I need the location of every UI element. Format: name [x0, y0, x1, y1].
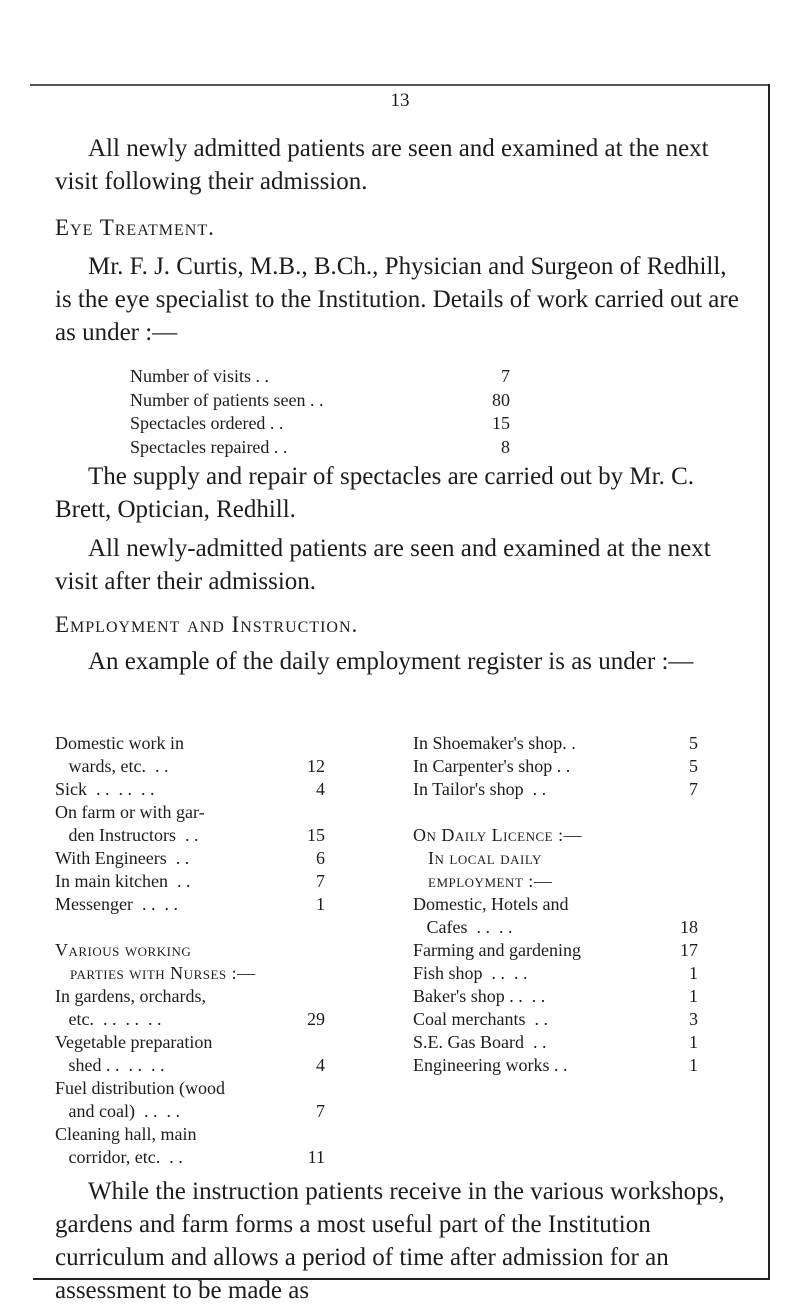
register-value: 1	[689, 1055, 698, 1075]
register-row	[413, 1008, 713, 1031]
register-label: In Shoemaker's shop. .	[413, 733, 576, 753]
register-label: employment :—	[413, 871, 553, 891]
employment-heading: Employment and Instruction.	[55, 612, 359, 637]
register-row	[413, 824, 713, 847]
register-row	[55, 1100, 345, 1123]
register-row	[413, 1054, 713, 1077]
register-row	[55, 732, 345, 755]
register-label: Fish shop . . . .	[413, 963, 528, 983]
register-label: Fuel distribution (wood	[55, 1078, 225, 1098]
supply-paragraph: The supply and repair of spectacles are carried out by Mr. C. Brett, Optician, Redhill.	[55, 463, 695, 523]
register-value: 17	[680, 940, 698, 960]
register-value: 1	[316, 894, 325, 914]
register-row	[55, 893, 345, 916]
register-value	[668, 870, 698, 893]
register-row	[413, 962, 713, 985]
register-label: Vegetable preparation	[55, 1032, 213, 1052]
eye-stat-value: 8	[501, 436, 510, 457]
register-label: wards, etc. . .	[55, 756, 169, 776]
eye-stat-row	[130, 389, 510, 413]
register-label: Farming and gardening	[413, 940, 581, 960]
register-left-column	[55, 732, 345, 1169]
register-value	[668, 824, 698, 847]
register-row	[55, 847, 345, 870]
page-number: 13	[390, 90, 410, 111]
register-row	[55, 962, 345, 985]
register-label: Domestic work in	[55, 733, 184, 753]
register-value: 7	[316, 871, 325, 891]
register-row	[55, 939, 345, 962]
register-row	[55, 1077, 345, 1100]
register-label: and coal) . . . .	[55, 1101, 180, 1121]
register-label: corridor, etc. . .	[55, 1147, 183, 1167]
closing-paragraph: While the instruction patients receive in the various workshops, gardens and farm forms a most useful part of the Institution curriculum and allows a period of time after admission for an assessment to be made as	[55, 1178, 725, 1304]
eye-stat-row	[130, 365, 510, 389]
register-value: 7	[316, 1101, 325, 1121]
register-value: 12	[307, 756, 325, 776]
register-value: 18	[680, 917, 698, 937]
eye-treatment-heading: Eye Treatment.	[55, 215, 215, 240]
register-value	[295, 1077, 325, 1100]
register-row	[55, 985, 345, 1008]
eye-treatment-paragraph: Mr. F. J. Curtis, M.B., B.Ch., Physician and Surgeon of Redhill, is the eye specialist to the Institution. Details of work carried out are as under :—	[55, 253, 739, 346]
eye-stat-label: Spectacles repaired . .	[130, 436, 288, 457]
register-value: 1	[689, 1032, 698, 1052]
register-label: On farm or with gar-	[55, 802, 205, 822]
eye-stat-label: Number of visits . .	[130, 366, 269, 386]
register-label: On Daily Licence :—	[413, 825, 583, 845]
employment-paragraph: An example of the daily employment register is as under :—	[88, 648, 694, 675]
register-value	[295, 732, 325, 755]
register-value: 3	[689, 1009, 698, 1029]
register-row	[55, 870, 345, 893]
register-label: Engineering works . .	[413, 1055, 568, 1075]
register-row	[413, 1031, 713, 1054]
register-row	[413, 732, 713, 755]
register-label: Coal merchants . .	[413, 1009, 548, 1029]
register-value: 4	[316, 779, 325, 799]
register-row	[55, 824, 345, 847]
register-row	[55, 1146, 345, 1169]
register-row	[55, 1123, 345, 1146]
register-row	[413, 870, 713, 893]
eye-stat-value: 15	[492, 413, 510, 433]
register-row	[55, 755, 345, 778]
register-label: Various working	[55, 940, 192, 960]
register-value	[668, 893, 698, 916]
register-value: 6	[316, 848, 325, 868]
register-label: shed . . . . . .	[55, 1055, 165, 1075]
register-label: In local daily	[413, 848, 542, 868]
register-label: parties with Nurses :—	[55, 963, 256, 983]
register-value: 4	[316, 1055, 325, 1075]
intro-paragraph: All newly admitted patients are seen and examined at the next visit following their admission.	[55, 135, 709, 195]
register-value: 1	[689, 963, 698, 983]
eye-stat-value: 80	[492, 389, 510, 410]
register-label: In main kitchen . .	[55, 871, 191, 891]
register-row	[413, 778, 713, 801]
register-label: Sick . . . . . .	[55, 779, 155, 799]
register-value	[295, 1031, 325, 1054]
register-value: 7	[689, 779, 698, 799]
register-row	[413, 985, 713, 1008]
register-row	[413, 847, 713, 870]
register-value	[295, 1123, 325, 1146]
register-label: In Tailor's shop . .	[413, 779, 547, 799]
register-label: In Carpenter's shop . .	[413, 756, 571, 776]
register-row	[413, 916, 713, 939]
register-row	[55, 916, 345, 939]
eye-stat-label: Spectacles ordered . .	[130, 413, 284, 433]
register-label	[413, 801, 668, 824]
register-value	[295, 801, 325, 824]
register-label: In gardens, orchards,	[55, 986, 206, 1006]
register-value: 5	[689, 756, 698, 776]
register-label: Messenger . . . .	[55, 894, 178, 914]
register-row	[413, 893, 713, 916]
register-value: 11	[307, 1147, 325, 1167]
register-label: Baker's shop . . . .	[413, 986, 546, 1006]
register-value: 5	[689, 733, 698, 753]
register-row	[413, 755, 713, 778]
register-value: 15	[307, 825, 325, 845]
register-value	[295, 939, 325, 962]
register-row	[413, 801, 713, 824]
admitted-paragraph: All newly-admitted patients are seen and examined at the next visit after their admission.	[55, 535, 711, 595]
register-label: S.E. Gas Board . .	[413, 1032, 547, 1052]
register-value: 1	[689, 986, 698, 1006]
register-row	[55, 1031, 345, 1054]
register-value	[668, 801, 698, 824]
register-row	[55, 1008, 345, 1031]
register-row	[55, 1054, 345, 1077]
eye-stat-row	[130, 412, 510, 436]
register-value	[295, 985, 325, 1008]
register-label	[55, 916, 295, 939]
register-value	[295, 962, 325, 985]
eye-stat-label: Number of patients seen . .	[130, 389, 324, 410]
register-row	[55, 801, 345, 824]
register-label: den Instructors . .	[55, 825, 199, 845]
register-label: Cleaning hall, main	[55, 1124, 197, 1144]
register-value: 29	[307, 1009, 325, 1029]
register-value	[295, 916, 325, 939]
eye-stat-row	[130, 436, 510, 460]
register-row	[55, 778, 345, 801]
register-label: Domestic, Hotels and	[413, 894, 569, 914]
register-row	[413, 939, 713, 962]
register-value	[668, 847, 698, 870]
register-label: Cafes . . . .	[413, 917, 513, 937]
eye-stats-table	[130, 365, 510, 459]
register-right-column	[413, 732, 713, 1077]
register-label: With Engineers . .	[55, 848, 190, 868]
eye-stat-value: 7	[501, 366, 510, 386]
register-label: etc. . . . . . .	[55, 1009, 162, 1029]
